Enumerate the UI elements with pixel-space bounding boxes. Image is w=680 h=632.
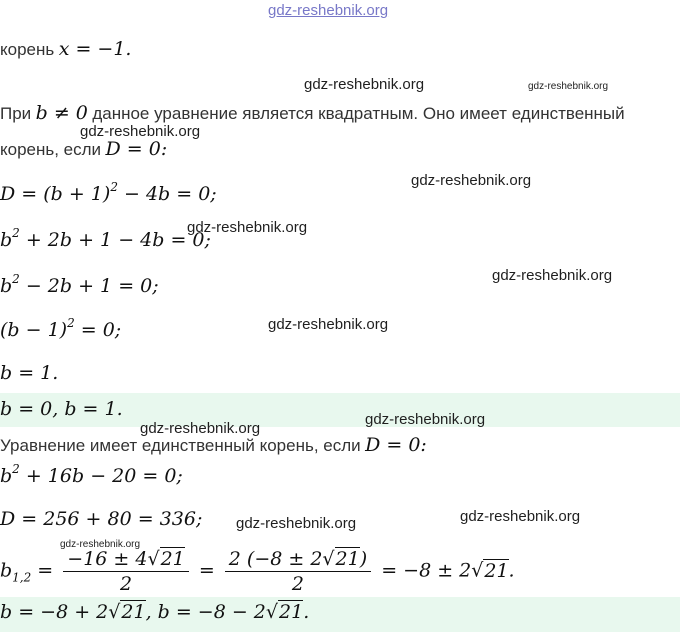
line2-a: При (0, 104, 32, 123)
equation-8: $b_{1,2}$ = $\frac{-16 \pm 4√21}{2}$ = $\frac{2 (-8 \pm 2√21)}{2}$ = −8 ± 2√21. (0, 548, 515, 595)
equation-1: $D = (b + 1)^2 - 4b = 0$; (0, 180, 217, 205)
equation-2: $b^2 + 2b + 1 - 4b = 0$; (0, 226, 211, 251)
line2-math: b ≠ 0 (35, 102, 88, 124)
equation-4: $(b - 1)^2 = 0$; (0, 316, 122, 341)
watermark: gdz-reshebnik.org (411, 172, 532, 189)
watermark: gdz-reshebnik.org (492, 267, 613, 284)
watermark: gdz-reshebnik.org (304, 76, 425, 93)
watermark: gdz-reshebnik.org (236, 515, 357, 532)
answer-2: b = −8 + 2√21, b = −8 − 2√21. (0, 601, 310, 623)
line1-prefix: корень (0, 40, 55, 59)
line-uniq-math: D = 0: (365, 434, 427, 456)
watermark: gdz-reshebnik.org (187, 219, 308, 236)
equation-3: $b^2 - 2b + 1 = 0$; (0, 272, 159, 297)
watermark: gdz-reshebnik.org (460, 508, 581, 525)
line1-math: x = −1. (58, 38, 132, 60)
line3-math: D = 0: (105, 138, 168, 160)
watermark: gdz-reshebnik.org (140, 420, 261, 437)
fraction-1: $\frac{-16 \pm 4√21}{2}$ (63, 548, 188, 595)
answer-1: b = 0, b = 1. (0, 398, 123, 420)
watermark: gdz-reshebnik.org (80, 123, 201, 140)
fraction-2: $\frac{2 (-8 \pm 2√21)}{2}$ (225, 548, 371, 595)
watermark: gdz-reshebnik.org (528, 81, 609, 92)
line-uniq-a: Уравнение имеет единственный корень, если (0, 436, 361, 455)
equation-6: $b^2 + 16b - 20 = 0$; (0, 462, 183, 487)
text-line-1 (0, 38, 131, 60)
equation-5: b = 1. (0, 362, 59, 384)
watermark-top-link[interactable]: gdz-reshebnik.org (268, 2, 389, 19)
equation-7: D = 256 + 80 = 336; (0, 508, 203, 530)
watermark: gdz-reshebnik.org (60, 539, 141, 550)
text-line-2 (0, 102, 625, 124)
watermark: gdz-reshebnik.org (365, 411, 486, 428)
watermark: gdz-reshebnik.org (268, 316, 389, 333)
line3-a: корень, если (0, 140, 102, 159)
text-line-uniq (0, 434, 427, 456)
text-line-3 (0, 138, 167, 160)
line2-b: данное уравнение является квадратным. Оно имеет единственный (92, 104, 625, 123)
